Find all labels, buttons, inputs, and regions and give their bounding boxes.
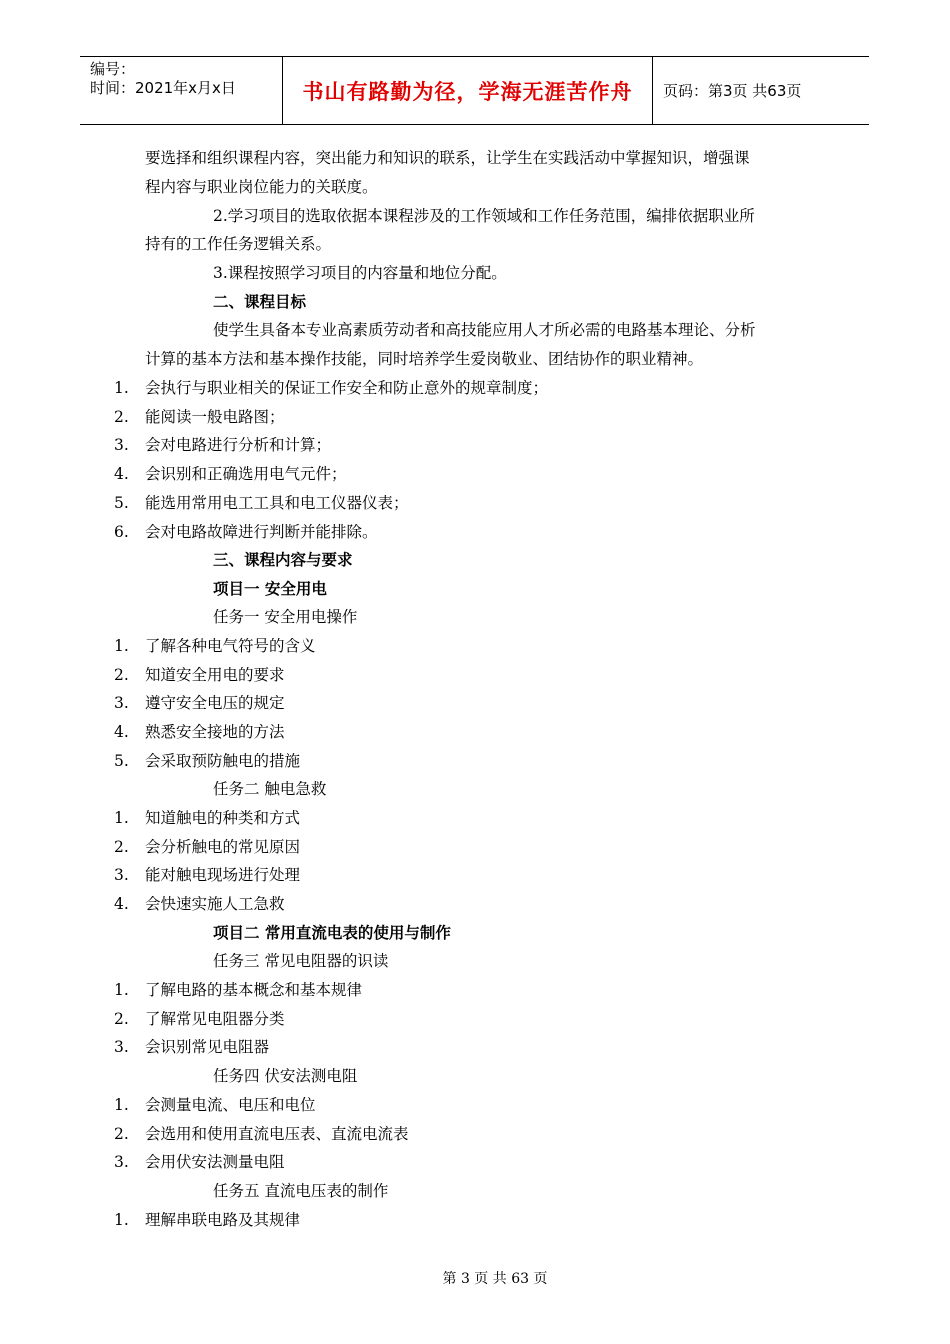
list-item-text: 会选用和使用直流电压表、直流电流表 (145, 1124, 409, 1143)
list-item-number: 2. (114, 665, 129, 684)
paragraph-line: 3.课程按照学习项目的内容量和地位分配。 (213, 264, 507, 282)
project-heading: 项目一 安全用电 (213, 580, 327, 598)
paragraph-line: 使学生具备本专业高素质劳动者和高技能应用人才所必需的电路基本理论、分析 (213, 321, 756, 339)
list-item-number: 2. (114, 407, 129, 426)
section-heading: 三、课程内容与要求 (213, 551, 353, 569)
paragraph-line: 计算的基本方法和基本操作技能，同时培养学生爱岗敬业、团结协作的职业精神。 (145, 350, 704, 368)
list-item-number: 1. (114, 1211, 129, 1229)
paragraph-line: 要选择和组织课程内容，突出能力和知识的联系，让学生在实践活动中掌握知识，增强课 (145, 149, 750, 167)
list-item-number: 1. (114, 809, 129, 827)
list-item-text: 会执行与职业相关的保证工作安全和防止意外的规章制度； (145, 379, 549, 397)
paragraph-line: 持有的工作任务逻辑关系。 (145, 235, 332, 253)
list-item-number: 2. (114, 1009, 129, 1028)
task-heading: 任务三 常见电阻器的识读 (213, 952, 389, 970)
list-item-number: 4. (114, 465, 129, 484)
code-label: 编号： (90, 60, 136, 78)
list-item-text: 会对电路故障进行判断并能排除。 (145, 522, 378, 541)
list-item-text: 会快速实施人工急救 (145, 895, 285, 914)
list-item-number: 1. (114, 637, 129, 655)
list-item-text: 知道安全用电的要求 (145, 665, 285, 684)
list-item-text: 熟悉安全接地的方法 (145, 723, 285, 742)
list-item-text: 会识别和正确选用电气元件； (145, 465, 347, 484)
list-item-number: 3. (114, 1038, 129, 1057)
list-item-text: 能对触电现场进行处理 (145, 866, 301, 885)
list-item-text: 能阅读一般电路图； (145, 407, 285, 426)
header-motto: 书山有路勤为径，学海无涯苦作舟 (282, 57, 653, 124)
list-item-number: 1. (114, 981, 129, 999)
task-heading: 任务二 触电急救 (213, 780, 327, 798)
list-item-text: 会对电路进行分析和计算； (145, 436, 332, 455)
list-item-text: 了解常见电阻器分类 (145, 1009, 285, 1028)
list-item-text: 了解电路的基本概念和基本规律 (145, 981, 363, 999)
list-item-number: 1. (114, 1096, 129, 1114)
list-item-number: 3. (114, 436, 129, 455)
list-item-text: 会采取预防触电的措施 (145, 751, 301, 770)
list-item-text: 会测量电流、电压和电位 (145, 1096, 316, 1114)
project-heading: 项目二 常用直流电表的使用与制作 (213, 924, 451, 942)
section-heading: 二、课程目标 (213, 293, 307, 311)
paragraph-line: 程内容与职业岗位能力的关联度。 (145, 178, 378, 196)
list-item-text: 能选用常用电工工具和电工仪器仪表； (145, 493, 409, 512)
header-meta (80, 57, 282, 124)
task-heading: 任务四 伏安法测电阻 (213, 1067, 358, 1085)
list-item-number: 1. (114, 379, 129, 397)
list-item-number: 5. (114, 493, 129, 512)
list-item-number: 4. (114, 723, 129, 742)
list-item-number: 3. (114, 1153, 129, 1172)
document-header (80, 56, 869, 125)
date-label: 时间：2021年x月x日 (90, 79, 236, 97)
task-heading: 任务一 安全用电操作 (213, 608, 358, 626)
list-item-number: 3. (114, 866, 129, 885)
list-item-text: 会识别常见电阻器 (145, 1038, 270, 1057)
list-item-text: 会用伏安法测量电阻 (145, 1153, 285, 1172)
page-footer: 第 3 页 共 63 页 (442, 1271, 548, 1287)
list-item-text: 会分析触电的常见原因 (145, 837, 301, 856)
task-heading: 任务五 直流电压表的制作 (213, 1182, 389, 1200)
list-item-number: 6. (114, 522, 129, 541)
paragraph-line: 2.学习项目的选取依据本课程涉及的工作领域和工作任务范围，编排依据职业所 (213, 207, 755, 225)
list-item-text: 遵守安全电压的规定 (145, 694, 285, 713)
list-item-number: 5. (114, 751, 129, 770)
header-page-info: 页码：第3页 共63页 (663, 82, 802, 100)
list-item-text: 知道触电的种类和方式 (145, 809, 301, 827)
list-item-number: 2. (114, 1124, 129, 1143)
list-item-number: 3. (114, 694, 129, 713)
list-item-number: 2. (114, 837, 129, 856)
list-item-text: 理解串联电路及其规律 (145, 1211, 301, 1229)
list-item-number: 4. (114, 895, 129, 914)
list-item-text: 了解各种电气符号的含义 (145, 637, 316, 655)
